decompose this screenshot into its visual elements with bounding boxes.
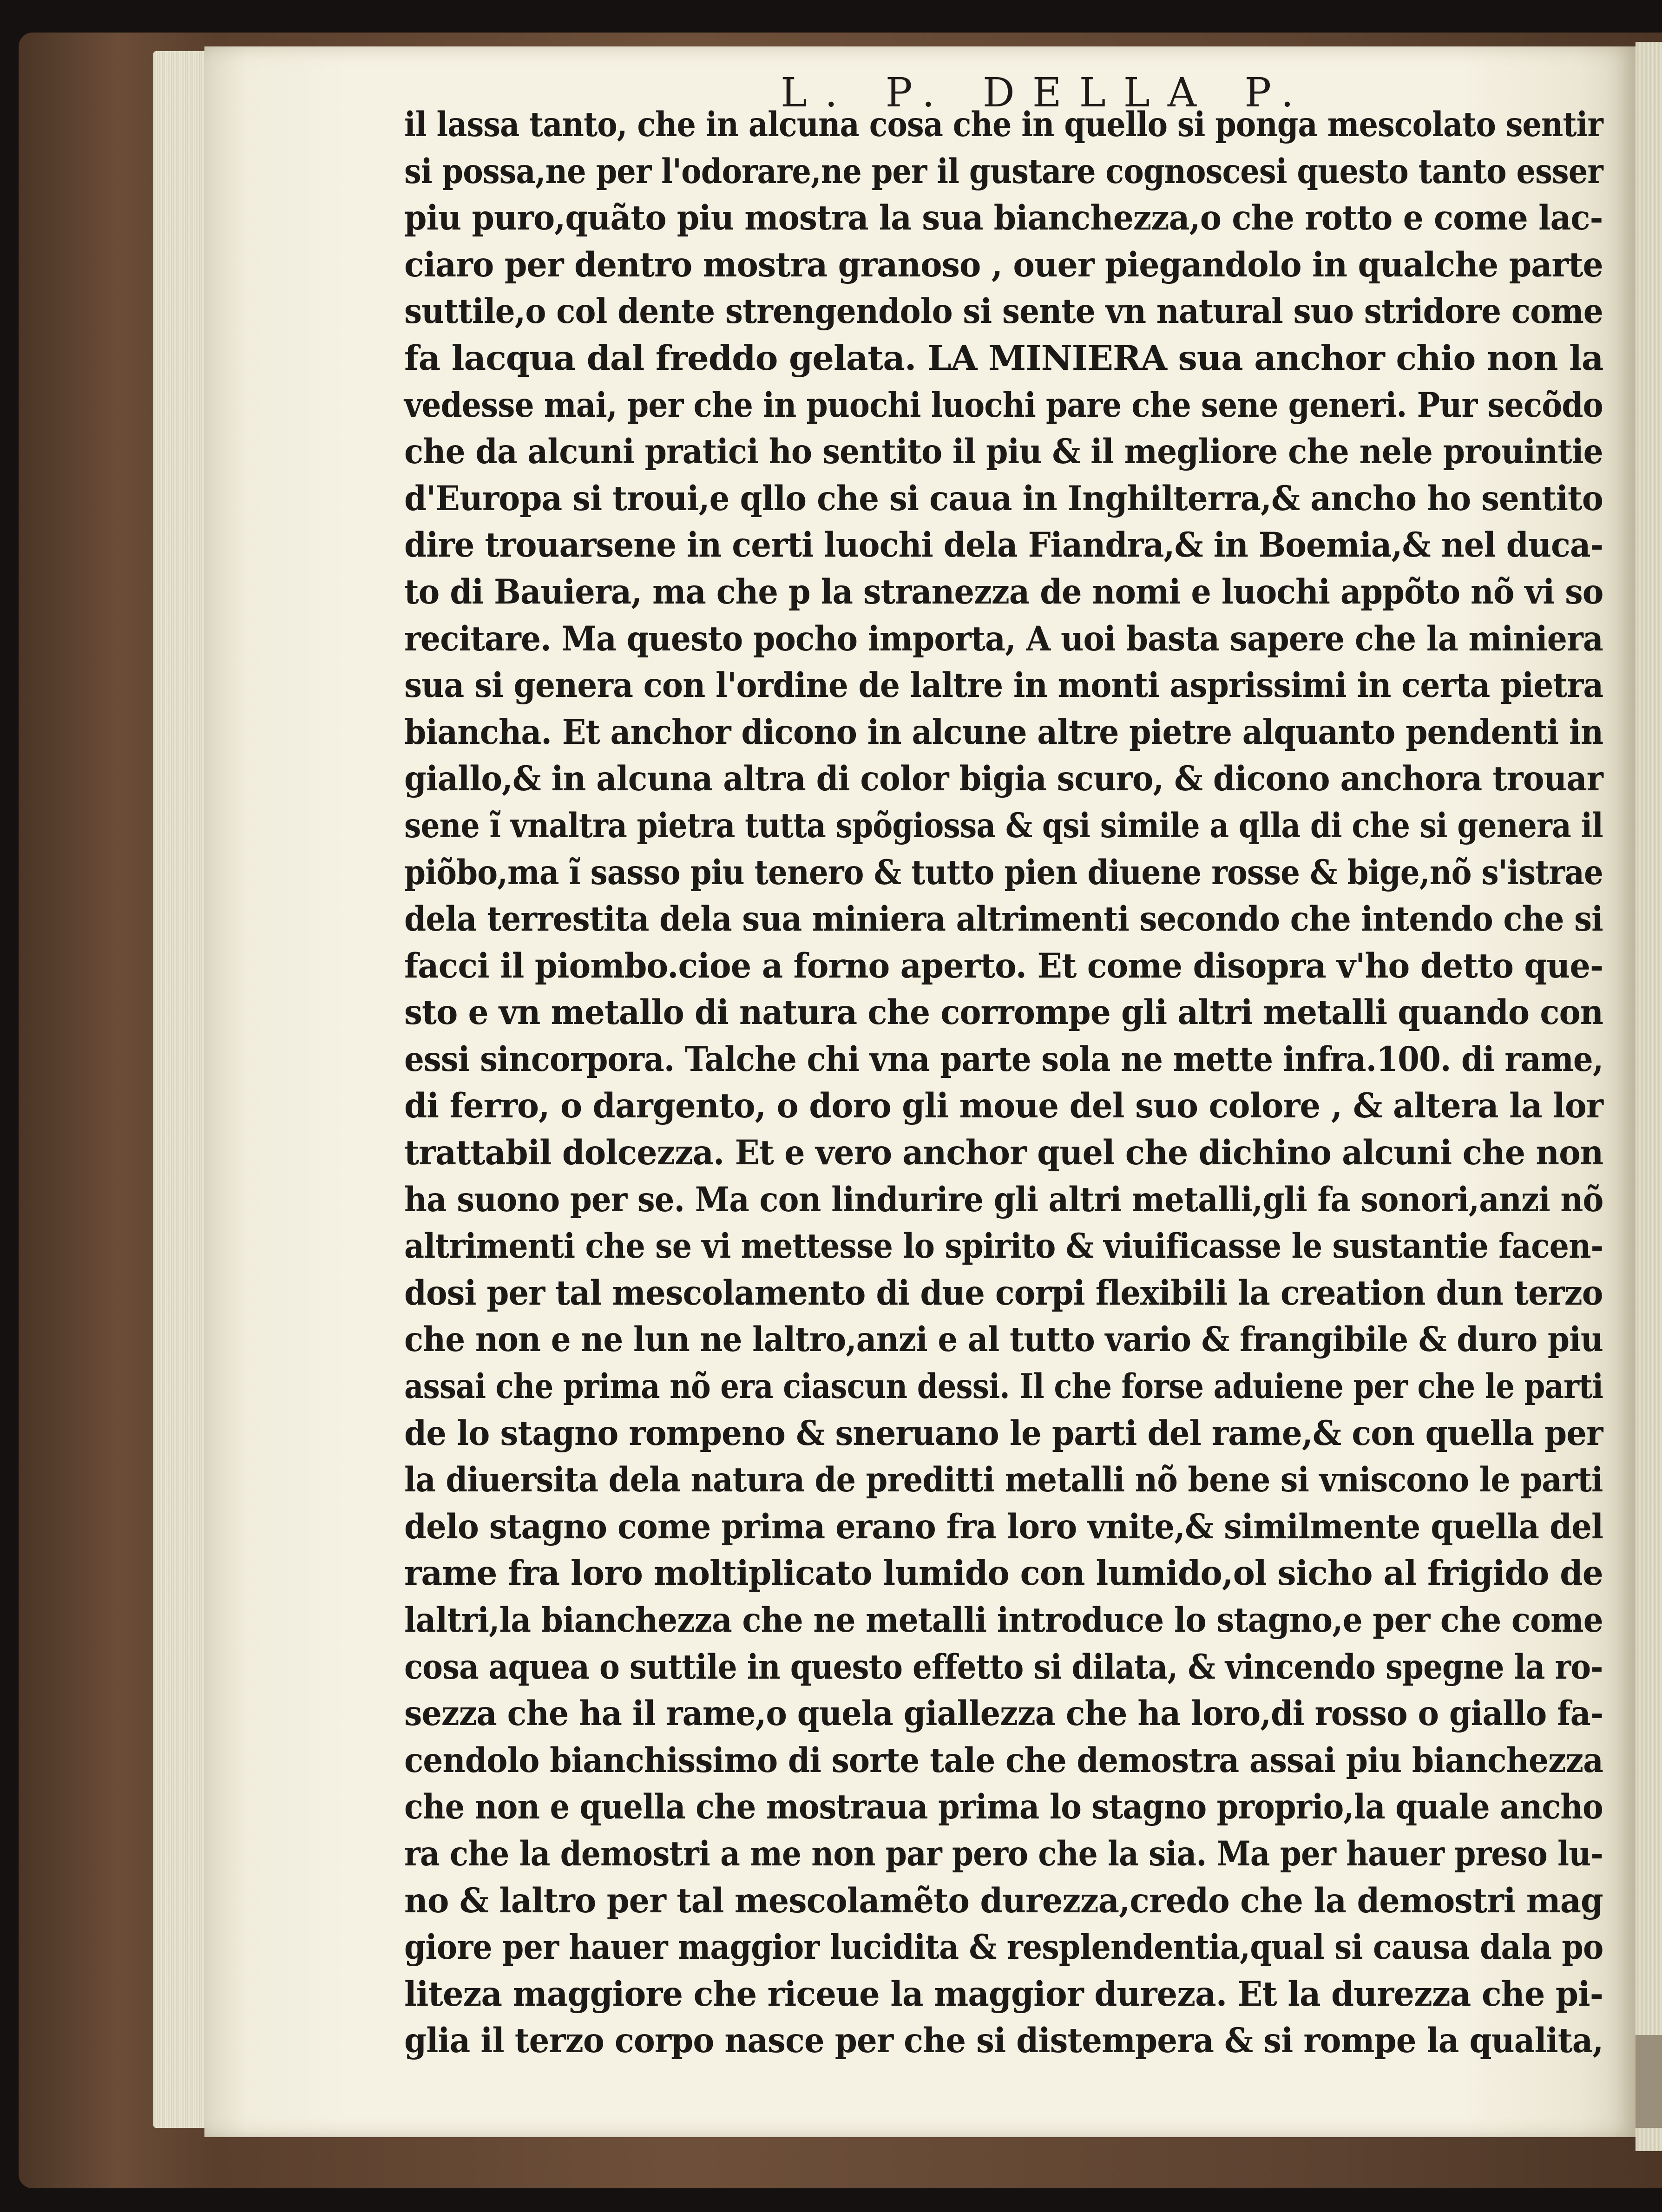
- text-line: laltri,la bianchezza che ne metalli introduce lo stagno,e per che come: [404, 1600, 1603, 1640]
- text-line: il lassa tanto, che in alcuna cosa che in quello si ponga mescolato sentir: [404, 105, 1603, 144]
- text-line: cosa aquea o suttile in questo effetto si dilata, & vincendo spegne la ro-: [404, 1647, 1603, 1687]
- text-line: fa lacqua dal freddo gelata. LA MINIERA sua anchor chio non la: [404, 338, 1603, 378]
- text-line: facci il piombo.cioe a forno aperto. Et come disopra v'ho detto que-: [404, 945, 1603, 986]
- text-line: sto e vn metallo di natura che corrompe gli altri metalli quando con: [404, 992, 1603, 1033]
- book-clasp: [1636, 2035, 1662, 2128]
- text-line: ha suono per se. Ma con lindurire gli altri metalli,gli fa sonori,anzi nõ: [404, 1179, 1603, 1220]
- text-line: de lo stagno rompeno & sneruano le parti del rame,& con quella per: [404, 1413, 1603, 1453]
- text-line: no & laltro per tal mescolamẽto durezza,credo che la demostri mag: [404, 1880, 1603, 1921]
- text-line: delo stagno come prima erano fra loro vnite,& similmente quella del: [404, 1506, 1603, 1547]
- text-line: si possa,ne per l'odorare,ne per il gustare cognoscesi questo tanto esser: [404, 151, 1603, 191]
- text-line: altrimenti che se vi mettesse lo spirito & viuificasse le sustantie facen-: [404, 1226, 1603, 1267]
- text-line: giallo,& in alcuna altra di color bigia scuro, & dicono anchora trouar: [404, 759, 1603, 799]
- text-line: to di Bauiera, ma che p la stranezza de nomi e luochi appõto nõ vi so: [404, 571, 1603, 612]
- text-line: sua si genera con l'ordine de laltre in monti asprissimi in certa pietra: [404, 665, 1603, 706]
- text-line: giore per hauer maggior lucidita & resplendentia,qual si causa dala po: [404, 1927, 1603, 1968]
- text-line: di ferro, o dargento, o doro gli moue del suo colore , & altera la lor: [404, 1086, 1603, 1126]
- body-text: [404, 101, 1603, 2064]
- text-line: ciaro per dentro mostra granoso , ouer piegandolo in qualche parte: [404, 244, 1603, 285]
- text-line: d'Europa si troui,e qllo che si caua in Inghilterra,& ancho ho sentito: [404, 478, 1603, 519]
- text-line: piu puro,quãto piu mostra la sua bianchezza,o che rotto e come lac-: [404, 198, 1603, 238]
- text-line: dire trouarsene in certi luochi dela Fiandra,& in Boemia,& nel duca-: [404, 525, 1603, 565]
- text-line: sene ĩ vnaltra pietra tutta spõgiossa & qsi simile a qlla di che si genera il: [404, 805, 1603, 846]
- text-line: essi sincorpora. Talche chi vna parte sola ne mette infra.100. di rame,: [404, 1039, 1603, 1079]
- text-line: la diuersita dela natura de preditti metalli nõ bene si vniscono le parti: [404, 1460, 1603, 1500]
- text-line: ra che la demostri a me non par pero che la sia. Ma per hauer preso lu-: [404, 1833, 1603, 1874]
- page-edges-right: [1636, 42, 1662, 2151]
- text-line: dosi per tal mescolamento di due corpi flexibili la creation dun terzo: [404, 1273, 1603, 1313]
- text-line: recitare. Ma questo pocho importa, A uoi basta sapere che la miniera: [404, 618, 1603, 659]
- text-line: trattabil dolcezza. Et e vero anchor quel che dichino alcuni che non: [404, 1133, 1603, 1173]
- text-line: biancha. Et anchor dicono in alcune altre pietre alquanto pendenti in: [404, 712, 1603, 752]
- text-line: sezza che ha il rame,o quela giallezza che ha loro,di rosso o giallo fa-: [404, 1693, 1603, 1734]
- running-header: L. P. DELLA P.: [781, 70, 1312, 116]
- text-line: suttile,o col dente strengendolo si sente vn natural suo stridore come: [404, 291, 1603, 332]
- text-line: che non e ne lun ne laltro,anzi e al tutto vario & frangibile & duro piu: [404, 1319, 1603, 1360]
- text-line: dela terrestita dela sua miniera altrimenti secondo che intendo che si: [404, 899, 1603, 939]
- text-line: assai che prima nõ era ciascun dessi. Il che forse aduiene per che le parti: [404, 1366, 1603, 1407]
- text-line: liteza maggiore che riceue la maggior dureza. Et la durezza che pi-: [404, 1974, 1603, 2014]
- text-line: piõbo,ma ĩ sasso piu tenero & tutto pien diuene rosse & bige,nõ s'istrae: [404, 852, 1603, 893]
- text-line: che da alcuni pratici ho sentito il piu & il megliore che nele prouintie: [404, 432, 1603, 472]
- text-line: glia il terzo corpo nasce per che si distempera & si rompe la qualita,: [404, 2021, 1603, 2061]
- text-line: cendolo bianchissimo di sorte tale che demostra assai piu bianchezza: [404, 1740, 1603, 1780]
- text-line: che non e quella che mostraua prima lo stagno proprio,la quale ancho: [404, 1787, 1603, 1827]
- text-line: rame fra loro moltiplicato lumido con lumido,ol sicho al frigido de: [404, 1553, 1603, 1594]
- text-line: vedesse mai, per che in puochi luochi pare che sene generi. Pur secõdo: [404, 385, 1603, 425]
